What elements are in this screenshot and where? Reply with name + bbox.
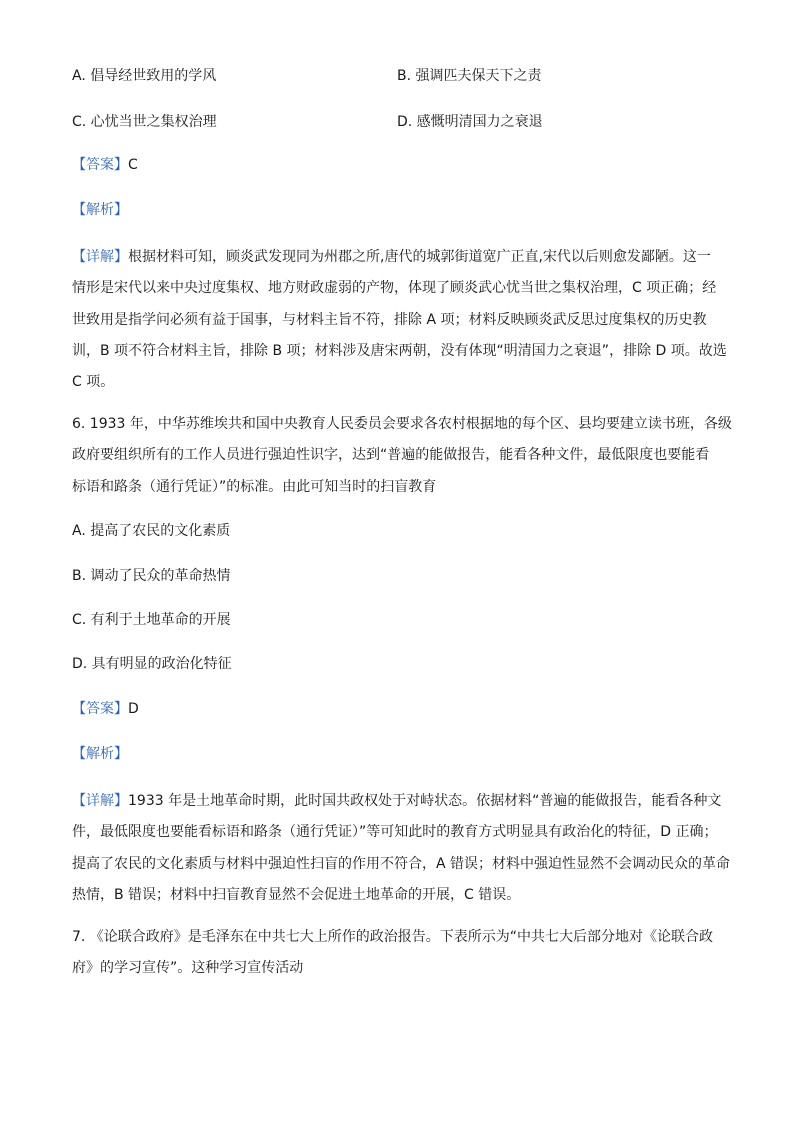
detail-tag: 【详解】 bbox=[72, 249, 128, 265]
q6-option-b: B. 调动了民众的革命热情 bbox=[72, 568, 231, 584]
detail-line: 情形是宋代以来中央过度集权、地方财政虚弱的产物，体现了顾炎武心忧当世之集权治理，C 项正确；经 bbox=[72, 280, 717, 297]
detail-line: 【详解】根据材料可知，顾炎武发现同为州郡之所,唐代的城郭街道宽广正直,宋代以后则愈发鄙陋。这一 bbox=[72, 249, 711, 265]
detail-line: 提高了农民的文化素质与材料中强迫性扫盲的作用不符合，A 错误；材料中强迫性显然不会调动民众的革命 bbox=[72, 855, 731, 872]
stem-line: 政府要组织所有的工作人员进行强迫性识字，达到“普遍的能做报告，能看各种文件，最低限度也要能看 bbox=[72, 447, 710, 464]
stem-line: 6. 1933 年，中华苏维埃共和国中央教育人民委员会要求各农村根据地的每个区、县均要建立读书班，各级 bbox=[72, 416, 732, 432]
q7-stem bbox=[72, 922, 722, 985]
detail-tag: 【详解】 bbox=[72, 793, 128, 809]
detail-line: 【详解】1933 年是土地革命时期，此时国共政权处于对峙状态。依据材料“普遍的能做报告，能看各种文 bbox=[72, 793, 722, 809]
detail-line: 世致用是指学问必须有益于国事，与材料主旨不符，排除 A 项；材料反映顾炎武反思过度集权的历史教 bbox=[72, 311, 707, 328]
q6-option-d: D. 具有明显的政治化特征 bbox=[72, 656, 232, 672]
answer-tag: 【答案】 bbox=[72, 157, 128, 173]
q5-detail bbox=[72, 242, 727, 398]
detail-line: C 项。 bbox=[72, 374, 115, 391]
stem-line: 标语和路条（通行凭证）”的标准。由此可知当时的扫盲教育 bbox=[72, 478, 437, 495]
detail-line: 件，最低限度也要能看标语和路条（通行凭证）”等可知此时的教育方式明显具有政治化的特征，D 正确； bbox=[72, 824, 718, 841]
stem-line: 7. 《论联合政府》是毛泽东在中共七大上所作的政治报告。下表所示为“中共七大后部分地对《论联合政 bbox=[72, 929, 714, 945]
answer-value: D bbox=[128, 701, 139, 717]
answer-tag: 【答案】 bbox=[72, 701, 128, 717]
q6-answer bbox=[72, 699, 139, 719]
q5-analysis-tag: 【解析】 bbox=[72, 202, 128, 218]
q6-option-c: C. 有利于土地革命的开展 bbox=[72, 612, 231, 628]
q6-option-a: A. 提高了农民的文化素质 bbox=[72, 523, 231, 539]
stem-line: 府》的学习宣传”。这种学习宣传活动 bbox=[72, 960, 304, 977]
detail-line: 热情，B 错误；材料中扫盲教育显然不会促进土地革命的开展，C 错误。 bbox=[72, 886, 521, 903]
q6-analysis-tag: 【解析】 bbox=[72, 746, 128, 762]
q5-answer bbox=[72, 155, 138, 175]
answer-value: C bbox=[128, 157, 138, 173]
q5-option-b: B. 强调匹夫保天下之责 bbox=[397, 68, 542, 84]
q5-option-c: C. 心忧当世之集权治理 bbox=[72, 114, 217, 130]
q6-stem bbox=[72, 409, 732, 503]
q5-option-d: D. 感慨明清国力之衰退 bbox=[397, 114, 543, 130]
detail-line: 训，B 项不符合材料主旨，排除 B 项；材料涉及唐宋两朝，没有体现“明清国力之衰退”，排除 D 项。故选 bbox=[72, 342, 727, 359]
q6-detail bbox=[72, 786, 731, 911]
q5-option-a: A. 倡导经世致用的学风 bbox=[72, 68, 217, 84]
